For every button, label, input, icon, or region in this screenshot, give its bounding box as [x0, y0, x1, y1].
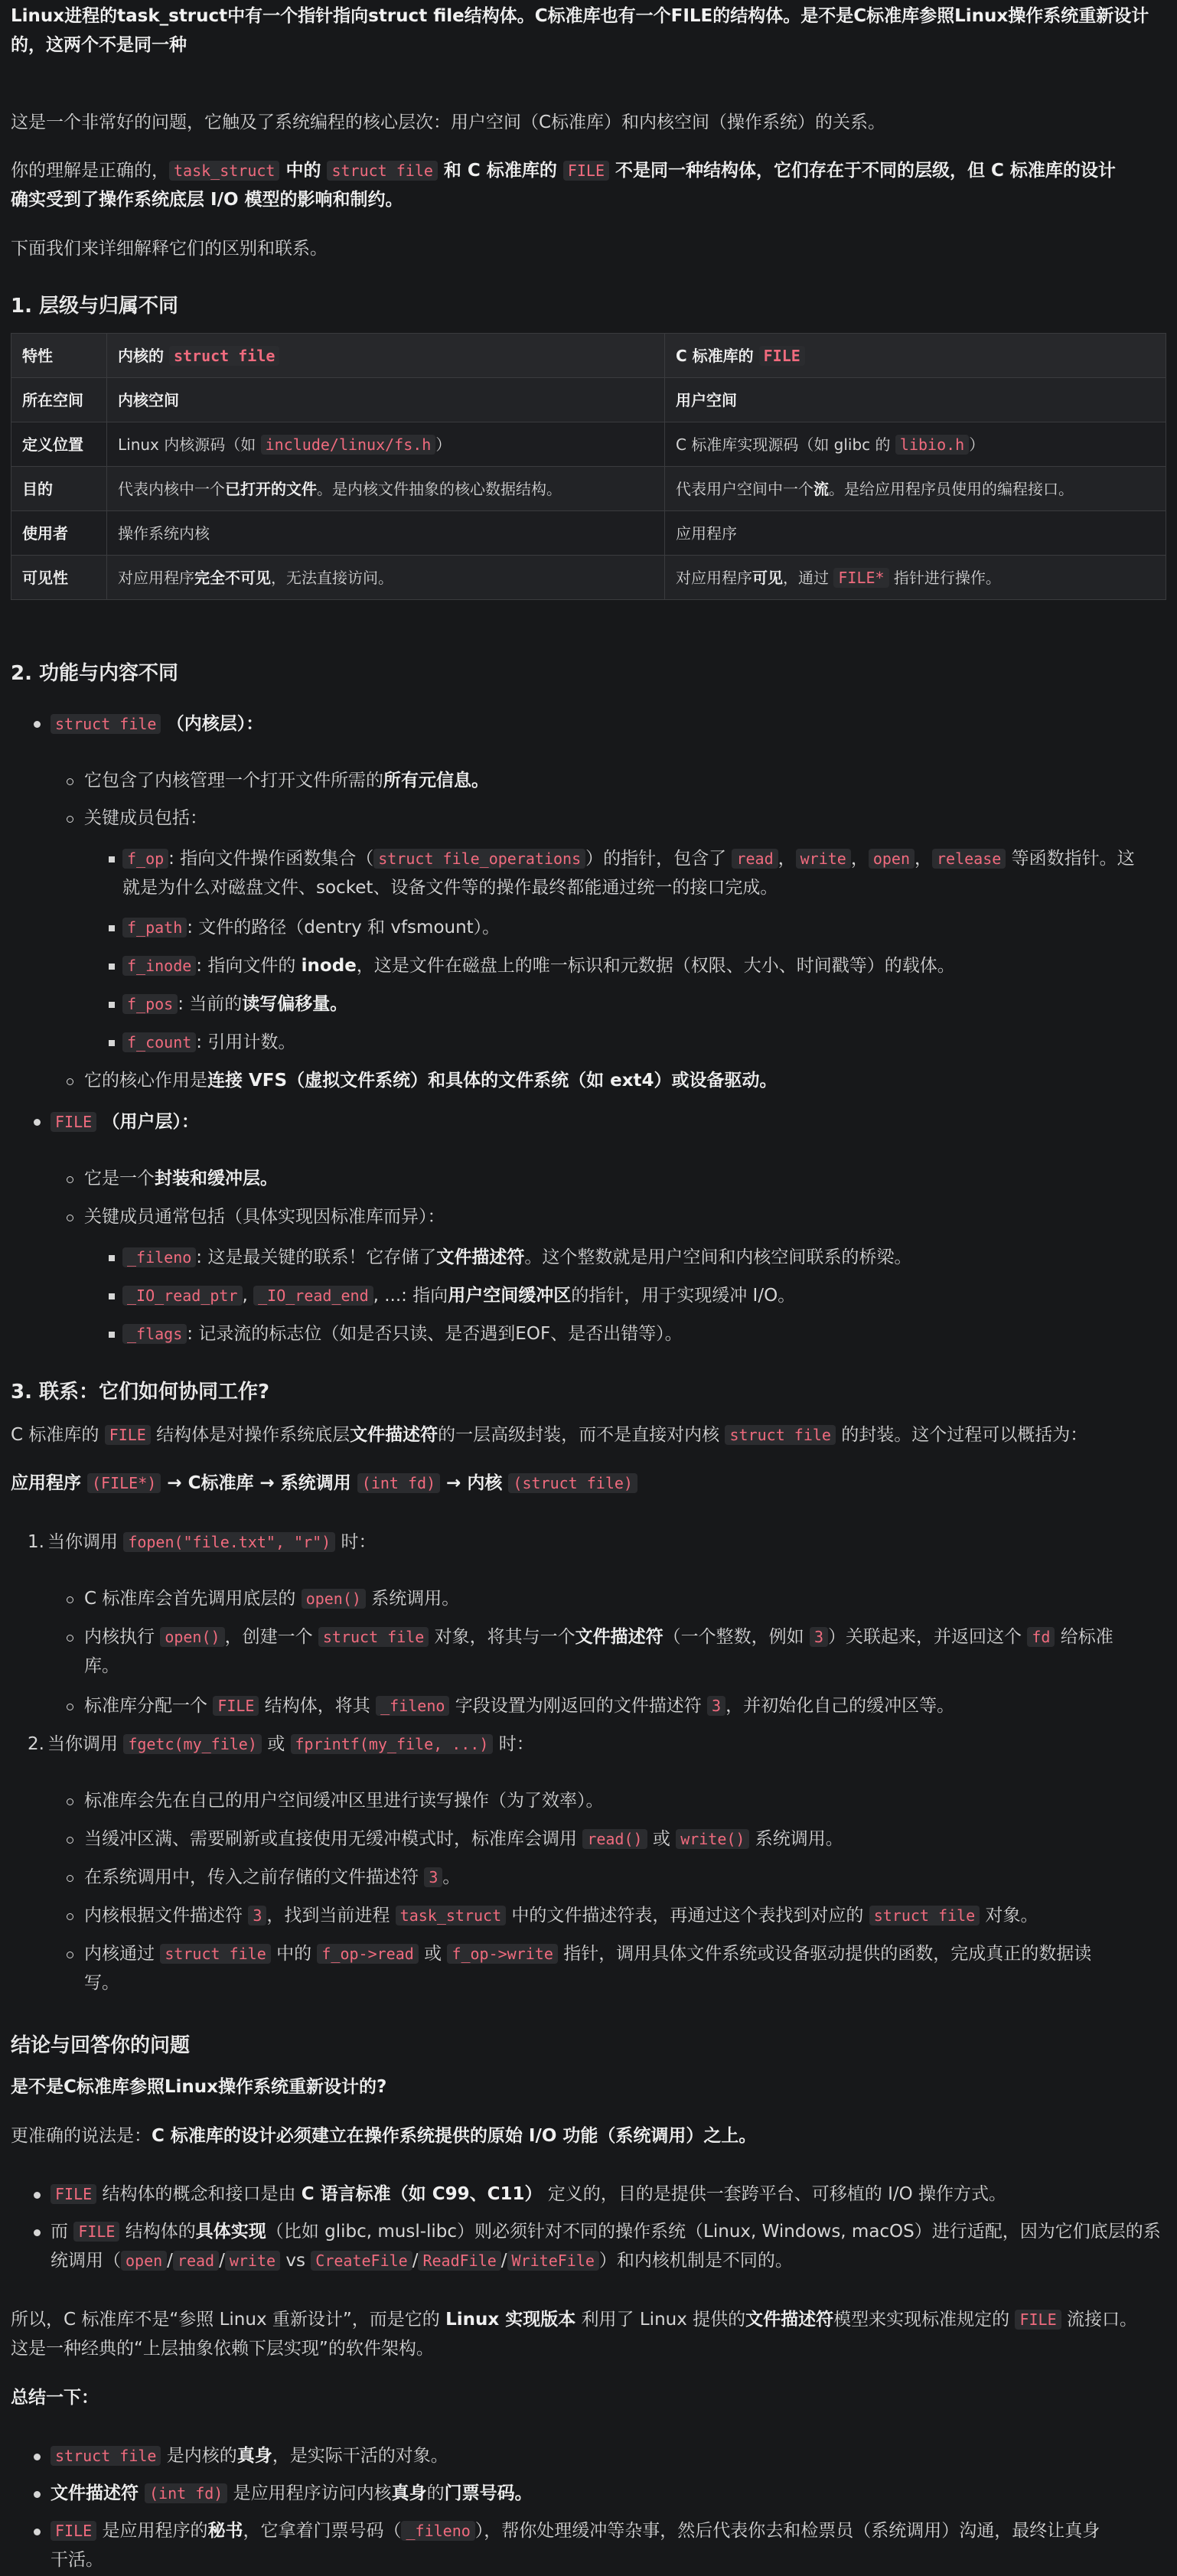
bullet-dot	[34, 1119, 41, 1126]
section-1-title: 1. 层级与归属不同	[11, 295, 179, 318]
conclusion-title: 结论与回答你的问题	[11, 2034, 191, 2057]
step-2-sub-4: 内核根据文件描述符 3 ，找到当前进程 task_struct 中的文件描述符表，再通过这个表找到对应的 struct file 对象。	[84, 1906, 1038, 1925]
member-f-pos: f_pos : 当前的读写偏移量。	[122, 990, 1166, 1019]
bullet-circle	[67, 1875, 73, 1882]
step-number: 1.	[28, 1532, 44, 1552]
bullet-square	[109, 1040, 115, 1046]
bullet-dot	[34, 721, 41, 728]
user-file-item: FILE （用户层）：	[51, 1107, 1166, 1136]
summary-bullet-1: struct file 是内核的真身，是实际干活的对象。	[51, 2441, 1166, 2470]
summary-label: 总结一下：	[11, 2388, 99, 2408]
bullet-circle	[67, 1952, 73, 1958]
summary-bullet-3: FILE 是应用程序的秘书，它拿着门票号码（ _fileno ），帮你处理缓冲等杂事，然后代表你去和检票员（系统调用）沟通，最终让真身 干活。	[51, 2521, 1100, 2570]
member-f-inode: f_inode : 指向文件的 inode，这是文件在磁盘上的唯一标识和元数据（权限、大小、时间戳等）的载体。	[122, 951, 1166, 980]
bullet-square	[109, 964, 115, 970]
step-1-sub-2: 内核执行 open() ，创建一个 struct file 对象，将其与一个文件描述符（一个整数，例如 3 ）关联起来，并返回这个 fd 给标准 库。	[84, 1627, 1113, 1676]
member-fileno: _fileno : 这是最关键的联系！它存储了文件描述符。这个整数就是用户空间和内核空间联系的桥梁。	[122, 1243, 1166, 1272]
conclusion-answer: 更准确的说法是：C 标准库的设计必须建立在操作系统提供的原始 I/O 功能（系统调用）之上。	[11, 2126, 757, 2146]
member-f-op: f_op : 指向文件操作函数集合（ struct file_operations ）的指针，包含了 read ， write ， open ， release 等函数指针。这 就是为什么对磁盘文件、socket、设备文件等的操作最终都能通过统一的接口完成。	[122, 849, 1135, 898]
step-number: 2.	[28, 1734, 44, 1754]
step-2-sub-2: 当缓冲区满、需要刷新或直接使用无缓冲模式时，标准库会调用 read() 或 write() 系统调用。	[84, 1829, 843, 1849]
step-2-sub-3: 在系统调用中，传入之前存储的文件描述符 3 。	[84, 1867, 461, 1887]
bullet-circle	[67, 1215, 73, 1221]
member-flags: _flags : 记录流的标志位（如是否只读、是否遇到EOF、是否出错等）。	[122, 1319, 1166, 1348]
table-header-row: 特性 内核的 struct file C 标准库的 FILE	[11, 334, 1166, 378]
bullet-square	[109, 925, 115, 931]
table-row: 所在空间 内核空间 用户空间	[11, 378, 1166, 422]
kernel-file-item: struct file （内核层）：	[51, 709, 1166, 739]
member-f-path: f_path : 文件的路径（dentry 和 vfsmount）。	[122, 913, 1166, 942]
bullet-dot	[34, 2491, 41, 2498]
user-file-members-label: 关键成员通常包括（具体实现因标准库而异）：	[84, 1207, 445, 1227]
bullet-circle	[67, 1176, 73, 1183]
table-row: 定义位置 Linux 内核源码（如 include/linux/fs.h ） C 标准库实现源码（如 glibc 的 libio.h ）	[11, 422, 1166, 467]
intro-paragraph-3: 下面我们来详细解释它们的区别和联系。	[11, 239, 328, 259]
table-row: 目的 代表内核中一个已打开的文件。是内核文件抽象的核心数据结构。 代表用户空间中一个流。是给应用程序员使用的编程接口。	[11, 467, 1166, 511]
bullet-circle	[67, 1635, 73, 1642]
step-2-sub-1: 标准库会先在自己的用户空间缓冲区里进行读写操作（为了效率）。	[84, 1791, 604, 1811]
intro-paragraph-2: 你的理解是正确的， task_struct 中的 struct file 和 C 标准库的 FILE 不是同一种结构体，它们存在于不同的层级，但 C 标准库的设计 确实受到了操作系统底层 I/O 模型的影响和制约。	[11, 161, 1116, 210]
step-2-sub-5: 内核通过 struct file 中的 f_op->read 或 f_op->write 指针，调用具体文件系统或设备驱动提供的函数，完成真正的数据读 写。	[84, 1944, 1092, 1993]
bullet-square	[109, 1255, 115, 1261]
step-1-sub-3: 标准库分配一个 FILE 结构体，将其 _fileno 字段设置为刚返回的文件描述符 3 ，并初始化自己的缓冲区等。	[84, 1696, 955, 1716]
bullet-circle	[67, 816, 73, 823]
bullet-circle	[67, 1596, 73, 1603]
question-heading: Linux进程的task_struct中有一个指针指向struct file结构体。C标准库也有一个FILE的结构体。是不是C标准库参照Linux操作系统重新设计 的，这两个不是同一种	[11, 6, 1149, 55]
bullet-square	[109, 856, 115, 862]
conclusion-bullet-2: 而 FILE 结构体的具体实现（比如 glibc, musl-libc）则必须针对不同的操作系统（Linux, Windows, macOS）进行适配，因为它们底层的系 统调用（ open / read / write vs CreateFile / ReadFile / WriteFile ）和内核机制是不同的。	[51, 2222, 1161, 2271]
step-2: 当你调用 fgetc(my_file) 或 fprintf(my_file, ...) 时：	[47, 1734, 534, 1754]
kernel-file-desc: 它包含了内核管理一个打开文件所需的所有元信息。	[84, 771, 489, 791]
bullet-circle	[67, 1704, 73, 1710]
section-2-title: 2. 功能与内容不同	[11, 662, 179, 685]
conclusion-bullet-1: FILE 结构体的概念和接口是由 C 语言标准（如 C99、C11） 定义的，目的是提供一套跨平台、可移植的 I/O 操作方式。	[51, 2180, 1166, 2209]
bullet-square	[109, 1002, 115, 1008]
user-file-desc: 它是一个封装和缓冲层。	[84, 1169, 278, 1189]
conclusion-question: 是不是C标准库参照Linux操作系统重新设计的?	[11, 2077, 387, 2097]
conclusion-paragraph: 所以，C 标准库不是“参照 Linux 重新设计”，而是它的 Linux 实现版本 利用了 Linux 提供的文件描述符模型来实现标准规定的 FILE 流接口。 这是一种经典的“上层抽象依赖下层实现”的软件架构。	[11, 2310, 1137, 2359]
table-row: 可见性 对应用程序完全不可见，无法直接访问。 对应用程序可见，通过 FILE* 指针进行操作。	[11, 556, 1166, 600]
kernel-file-members-label: 关键成员包括：	[84, 808, 207, 828]
step-1: 当你调用 fopen("file.txt", "r") 时：	[47, 1532, 377, 1552]
bullet-square	[109, 1293, 115, 1299]
table-row: 使用者 操作系统内核 应用程序	[11, 511, 1166, 556]
member-io-read-ptr: _IO_read_ptr , _IO_read_end , ...: 指向用户空间缓冲区的指针，用于实现缓冲 I/O。	[122, 1281, 1166, 1310]
step-1-sub-1: C 标准库会首先调用底层的 open() 系统调用。	[84, 1589, 460, 1609]
bullet-circle	[67, 1837, 73, 1844]
section-3-intro: C 标准库的 FILE 结构体是对操作系统底层文件描述符的一层高级封装，而不是直接对内核 struct file 的封装。这个过程可以概括为：	[11, 1425, 1088, 1445]
bullet-dot	[34, 2454, 41, 2460]
kernel-file-core-role: 它的核心作用是连接 VFS（虚拟文件系统）和具体的文件系统（如 ext4）或设备驱动。	[84, 1071, 778, 1091]
bullet-square	[109, 1332, 115, 1338]
bullet-dot	[34, 2229, 41, 2236]
section-3-title: 3. 联系：它们如何协同工作?	[11, 1381, 270, 1404]
comparison-table	[11, 333, 1166, 600]
bullet-dot	[34, 2529, 41, 2535]
bullet-circle	[67, 778, 73, 785]
member-f-count: f_count : 引用计数。	[122, 1028, 1166, 1057]
intro-paragraph-1: 这是一个非常好的问题，它触及了系统编程的核心层次：用户空间（C标准库）和内核空间（操作系统）的关系。	[11, 112, 886, 132]
bullet-circle	[67, 1078, 73, 1085]
bullet-circle	[67, 1798, 73, 1805]
bullet-circle	[67, 1913, 73, 1920]
summary-bullet-2: 文件描述符 (int fd) 是应用程序访问内核真身的门票号码。	[51, 2483, 533, 2503]
call-flow: 应用程序 (FILE*) → C标准库 → 系统调用 (int fd) → 内核 (struct file)	[11, 1469, 1166, 1498]
bullet-dot	[34, 2192, 41, 2199]
